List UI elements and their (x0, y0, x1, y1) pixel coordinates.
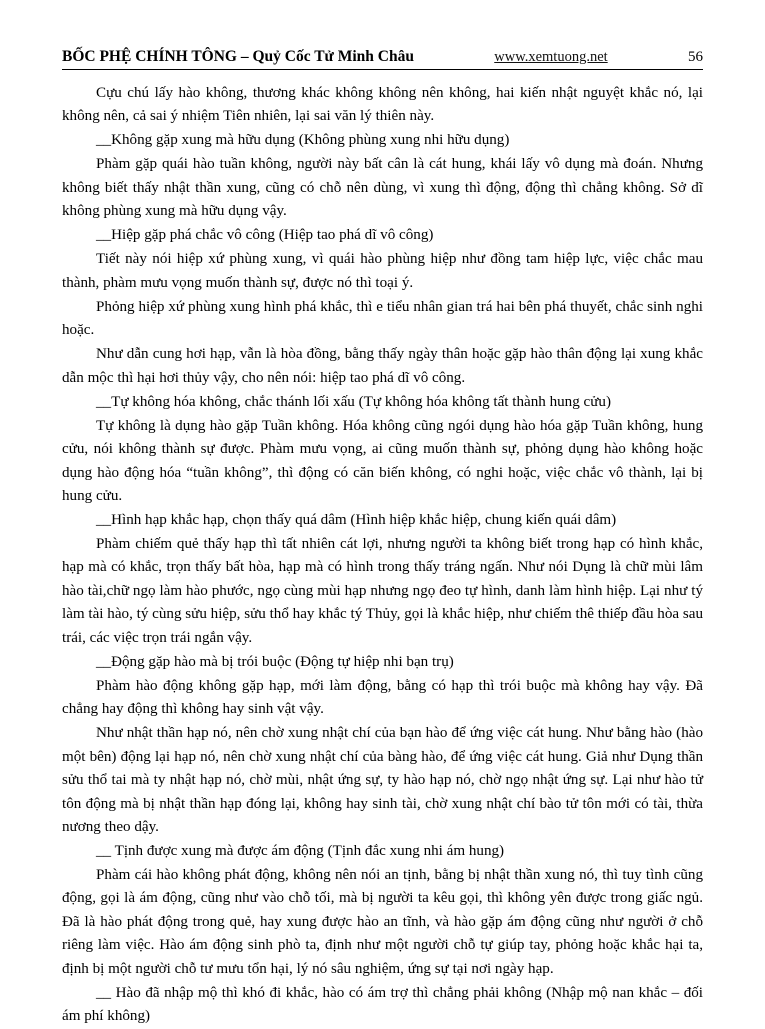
paragraph: __ Hào đã nhập mộ thì khó đi khắc, hào có ám trợ thì chẳng phải không (Nhập mộ nan khắc – đối ám phí không) (62, 984, 703, 1025)
paragraph: __Hình hạp khắc hạp, chọn thấy quá dâm (Hình hiệp khắc hiệp, chung kiến quái dâm) (96, 511, 617, 528)
paragraph: Phỏng hiệp xứ phùng xung hình phá khắc, thì e tiểu nhân gian trá hai bên phá thuyết, chắc sinh nghi hoặc. (62, 298, 703, 339)
paragraph: __ Tịnh được xung mà được ám động (Tịnh đắc xung nhi ám hung) (96, 843, 505, 859)
paragraph: Như dẫn cung hơi hạp, vẫn là hòa đồng, bằng thấy ngày thân hoặc gặp hào thân động lại xung khắc dẫn mộc thì hại hơi thủy vậy, cho nên nói: hiệp tao phá dĩ vô công. (62, 346, 703, 386)
header-divider (62, 69, 703, 70)
paragraph: Như nhật thần hạp nó, nên chờ xung nhật chí của bạn hào để ứng việc cát hung. Như bằng hào (hào một bên) động lại hạp nó, nên chờ xung nhật chí của bàng hào, để ứng việc cát hung. Giả như Dụng thần sửu thổ tai mà ty nhật hạp nó, chờ mùi, nhật ứng sự, ty hào hạp nó, chờ ngọ nhật ứng sự. Lại như hào tử tôn động mà bị nhật thần hạp đóng lại, không hay sinh tài, chờ xung nhật chí bào tử tôn mới có tài, thừa nương theo dậy. (62, 725, 703, 836)
body-text (62, 82, 703, 1029)
page-number: 56 (687, 49, 703, 65)
paragraph: __Hiệp gặp phá chắc vô công (Hiệp tao phá dĩ vô công) (96, 227, 434, 244)
paragraph: __Tự không hóa không, chắc thánh lối xấu (Tự không hóa không tất thành hung cửu) (96, 393, 611, 410)
book-title: BỐC PHỆ CHÍNH TÔNG – Quỷ Cốc Tử Minh Châu (62, 48, 414, 65)
paragraph: __Động gặp hào mà bị trói buộc (Động tự hiệp nhi bạn trụ) (96, 653, 454, 670)
paragraph: Phàm gặp quái hào tuần không, người này bất cân là cát hung, khái lấy vô dụng mà đoán. Nhưng không biết thấy nhật thần xung, cũng có chỗ nên dùng, vì xung thì động, động thì chẳng không. Sở dĩ không phùng xung mà hữu dụng vậy. (62, 156, 703, 220)
paragraph: Phàm hào động không gặp hạp, mới làm động, bằng có hạp thì trói buộc mà không hay vậy. Đã chẳng hay động thì không hay sinh vật vậy. (62, 677, 703, 718)
paragraph: Tiết này nói hiệp xứ phùng xung, vì quái hào phùng hiệp như đồng tam hiệp lực, việc chắc mau thành, phàm mưu vọng muốn thành sự, được nó thì toại ý. (62, 251, 703, 291)
paragraph: Phàm cái hào không phát động, không nên nói an tịnh, bằng bị nhật thần xung nó, thì tuy tình cũng động, gọi là ám động, cũng như vào chỗ tối, mà bị người ta kêu gọi, thì không yên được trong giấc ngủ. Đã là hào phát động trong quẻ, hay xung được hào an tĩnh, và hào gặp ám động cũng như người ở chỗ riêng làm việc. Hào ám động sinh phò ta, định như một người chỗ tự giúp tay, phỏng hoặc khắc hại ta, định bị một người chỗ tư mưu tổn hại, lý nó sâu nghiệm, ứng sự tại nơi ngày hạp. (62, 866, 703, 977)
paragraph: Cựu chú lấy hào không, thương khác không không nên không, hai kiến nhật nguyệt khắc nó, lại không nên, cả sai ý nhiệm Tiên nhiên, lại sai văn lý thiên này. (62, 85, 703, 125)
paragraph: Phàm chiếm quẻ thấy hạp thì tất nhiên cát lợi, nhưng người ta không biết trong hạp có hình khắc, hạp mà có khắc, trọn thấy bất hòa, hạp mà có hình trong thấy tráng ngấn. Như nói Dụng là chữ mùi lâm hào tài,chữ ngọ làm hào phước, ngọ cùng mùi hạp nhưng ngọ đeo tự hình, danh làm hình hiệp. Lại như tý làm tài hào, tý cùng sửu hiệp, sửu thổ hay khắc tý Thủy, gọi là khắc hiệp, như chiếm thê thiếp đầu hòa sau trái, các việc trọn trái ngắn vậy. (62, 535, 703, 646)
paragraph: __Không gặp xung mà hữu dụng (Không phùng xung nhi hữu dụng) (96, 132, 510, 149)
paragraph: Tự không là dụng hào gặp Tuần không. Hóa không cũng ngói dụng hào hóa gặp Tuần không, hung cửu, nói không thành sự được. Phàm mưu vọng, ai cũng muốn thành sự, phỏng dụng hào không hoặc dụng hào động hóa “tuần không”, thì động có căn biến không, có nghi hoặc, việc chắc vô thành, lại bị hung cửu. (62, 417, 703, 504)
page-header (62, 48, 703, 66)
website-url[interactable]: www.xemtuong.net (494, 49, 608, 65)
